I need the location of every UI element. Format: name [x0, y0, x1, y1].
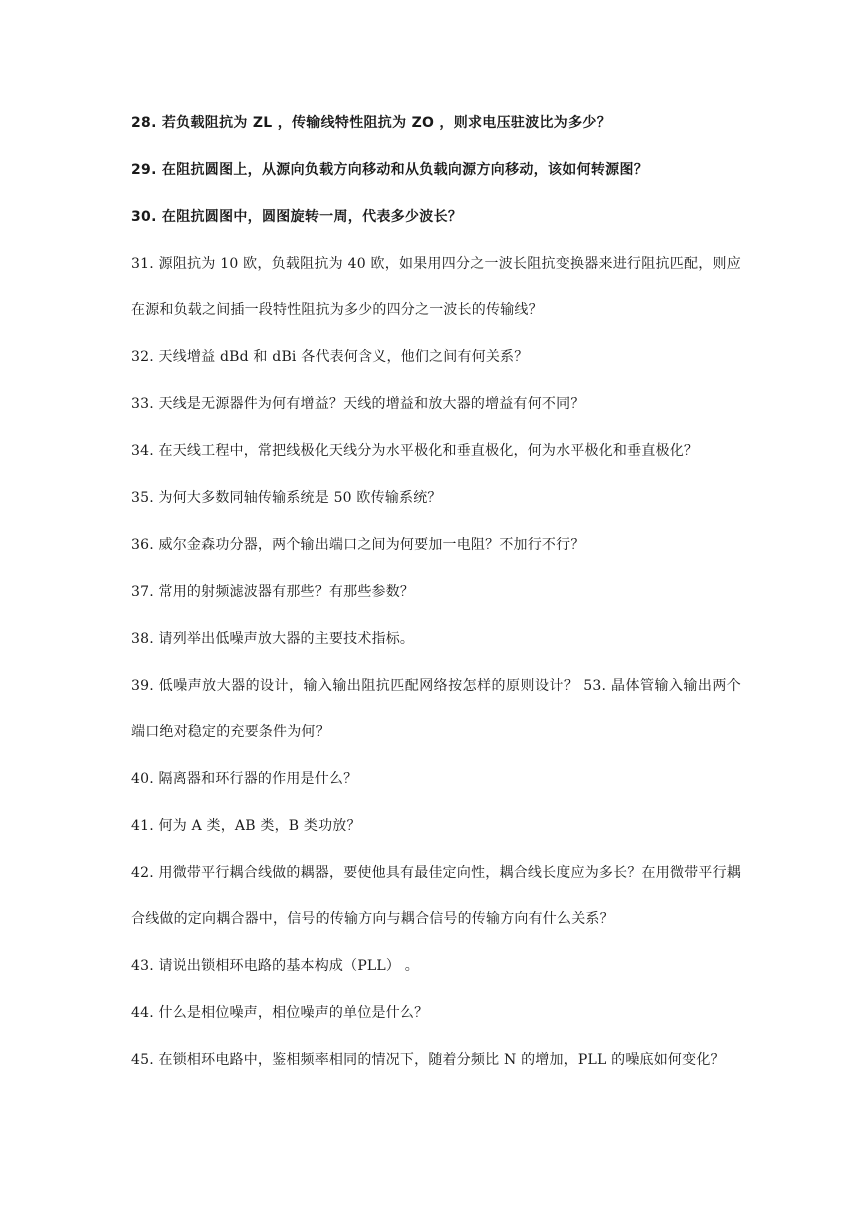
question-item: 29. 在阻抗圆图上，从源向负载方向移动和从负载向源方向移动，该如何转源图？ [131, 162, 649, 178]
question-list [131, 111, 741, 1095]
question-item: 32. 天线增益 dBd 和 dBi 各代表何含义，他们之间有何关系？ [131, 349, 529, 365]
question-item: 42. 用微带平行耦合线做的耦器，要使他具有最佳定向性，耦合线长度应为多长？在用微带平行耦合线做的定向耦合器中，信号的传输方向与耦合信号的传输方向有什么关系？ [131, 865, 741, 927]
question-item: 36. 威尔金森功分器，两个输出端口之间为何要加一电阻？不加行不行？ [131, 537, 585, 553]
question-item: 44. 什么是相位噪声，相位噪声的单位是什么？ [131, 1005, 429, 1021]
question-item: 33. 天线是无源器件为何有增益？天线的增益和放大器的增益有何不同？ [131, 396, 585, 412]
question-item: 39. 低噪声放大器的设计，输入输出阻抗匹配网络按怎样的原则设计？ 53. 晶体管输入输出两个端口绝对稳定的充要条件为何？ [131, 678, 741, 740]
question-item: 45. 在锁相环电路中，鉴相频率相同的情况下，随着分频比 N 的增加，PLL 的噪底如何变化？ [131, 1052, 725, 1068]
question-item: 37. 常用的射频滤波器有那些？有那些参数？ [131, 584, 415, 600]
question-item: 41. 何为 A 类，AB 类，B 类功放？ [131, 818, 361, 834]
question-item: 43. 请说出锁相环电路的基本构成（PLL） 。 [131, 958, 419, 974]
question-item: 40. 隔离器和环行器的作用是什么？ [131, 771, 358, 787]
question-item: 38. 请列举出低噪声放大器的主要技术指标。 [131, 631, 415, 647]
question-item: 28. 若负载阻抗为 ZL ，传输线特性阻抗为 ZO ，则求电压驻波比为多少？ [131, 115, 611, 131]
question-item: 34. 在天线工程中，常把线极化天线分为水平极化和垂直极化，何为水平极化和垂直极化？ [131, 443, 699, 459]
question-item: 30. 在阻抗圆图中，圆图旋转一周，代表多少波长？ [131, 209, 463, 225]
question-item: 31. 源阻抗为 10 欧，负载阻抗为 40 欧，如果用四分之一波长阻抗变换器来进行阻抗匹配，则应在源和负载之间插一段特性阻抗为多少的四分之一波长的传输线？ [131, 256, 741, 318]
question-item: 35. 为何大多数同轴传输系统是 50 欧传输系统？ [131, 490, 442, 506]
